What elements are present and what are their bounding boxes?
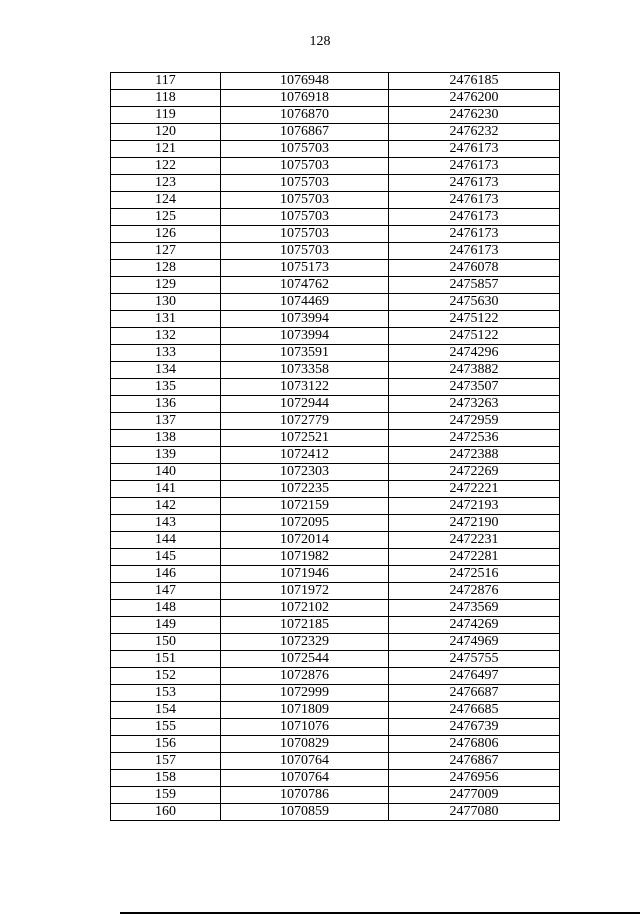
table-body [111,73,560,821]
y-coordinate-cell: 2477009 [389,787,560,804]
y-coordinate-cell: 2472221 [389,481,560,498]
x-coordinate-cell: 1071946 [221,566,389,583]
coordinates-table [110,72,560,821]
table-row [111,396,560,413]
table-row [111,328,560,345]
point-number-cell: 156 [111,736,221,753]
point-number-cell: 135 [111,379,221,396]
point-number-cell: 136 [111,396,221,413]
y-coordinate-cell: 2472388 [389,447,560,464]
point-number-cell: 122 [111,158,221,175]
x-coordinate-cell: 1075703 [221,209,389,226]
y-coordinate-cell: 2476185 [389,73,560,90]
table-row [111,634,560,651]
x-coordinate-cell: 1072159 [221,498,389,515]
point-number-cell: 150 [111,634,221,651]
table-row [111,362,560,379]
table-row [111,549,560,566]
x-coordinate-cell: 1075703 [221,141,389,158]
x-coordinate-cell: 1072014 [221,532,389,549]
y-coordinate-cell: 2474296 [389,345,560,362]
page-number: 128 [309,34,331,49]
y-coordinate-cell: 2476230 [389,107,560,124]
table-row [111,107,560,124]
x-coordinate-cell: 1073994 [221,328,389,345]
table-row [111,260,560,277]
point-number-cell: 130 [111,294,221,311]
point-number-cell: 124 [111,192,221,209]
y-coordinate-cell: 2472193 [389,498,560,515]
table-row [111,787,560,804]
table-row [111,345,560,362]
y-coordinate-cell: 2476173 [389,209,560,226]
point-number-cell: 129 [111,277,221,294]
y-coordinate-cell: 2476956 [389,770,560,787]
table-row [111,243,560,260]
point-number-cell: 133 [111,345,221,362]
table-row [111,192,560,209]
point-number-cell: 143 [111,515,221,532]
y-coordinate-cell: 2477080 [389,804,560,821]
y-coordinate-cell: 2476200 [389,90,560,107]
y-coordinate-cell: 2472269 [389,464,560,481]
y-coordinate-cell: 2472231 [389,532,560,549]
point-number-cell: 155 [111,719,221,736]
x-coordinate-cell: 1070829 [221,736,389,753]
y-coordinate-cell: 2472190 [389,515,560,532]
y-coordinate-cell: 2476685 [389,702,560,719]
point-number-cell: 121 [111,141,221,158]
table-row [111,515,560,532]
table-row [111,124,560,141]
point-number-cell: 160 [111,804,221,821]
table-row [111,464,560,481]
y-coordinate-cell: 2475755 [389,651,560,668]
point-number-cell: 157 [111,753,221,770]
point-number-cell: 144 [111,532,221,549]
point-number-cell: 118 [111,90,221,107]
point-number-cell: 159 [111,787,221,804]
point-number-cell: 147 [111,583,221,600]
x-coordinate-cell: 1072544 [221,651,389,668]
y-coordinate-cell: 2476173 [389,243,560,260]
table-row [111,481,560,498]
x-coordinate-cell: 1071076 [221,719,389,736]
point-number-cell: 153 [111,685,221,702]
table-row [111,617,560,634]
table-row [111,719,560,736]
y-coordinate-cell: 2475122 [389,328,560,345]
x-coordinate-cell: 1074469 [221,294,389,311]
point-number-cell: 128 [111,260,221,277]
x-coordinate-cell: 1072102 [221,600,389,617]
point-number-cell: 127 [111,243,221,260]
table-row [111,73,560,90]
y-coordinate-cell: 2472876 [389,583,560,600]
y-coordinate-cell: 2476867 [389,753,560,770]
point-number-cell: 126 [111,226,221,243]
table-row [111,311,560,328]
x-coordinate-cell: 1072521 [221,430,389,447]
point-number-cell: 137 [111,413,221,430]
y-coordinate-cell: 2476232 [389,124,560,141]
y-coordinate-cell: 2476078 [389,260,560,277]
y-coordinate-cell: 2473569 [389,600,560,617]
x-coordinate-cell: 1072999 [221,685,389,702]
x-coordinate-cell: 1074762 [221,277,389,294]
point-number-cell: 131 [111,311,221,328]
y-coordinate-cell: 2474969 [389,634,560,651]
table-row [111,294,560,311]
x-coordinate-cell: 1073591 [221,345,389,362]
point-number-cell: 134 [111,362,221,379]
x-coordinate-cell: 1072329 [221,634,389,651]
x-coordinate-cell: 1075703 [221,158,389,175]
x-coordinate-cell: 1075703 [221,192,389,209]
x-coordinate-cell: 1072235 [221,481,389,498]
x-coordinate-cell: 1070764 [221,770,389,787]
table-row [111,651,560,668]
table-row [111,566,560,583]
table-row [111,668,560,685]
x-coordinate-cell: 1070786 [221,787,389,804]
point-number-cell: 125 [111,209,221,226]
table-row [111,277,560,294]
x-coordinate-cell: 1072095 [221,515,389,532]
y-coordinate-cell: 2475122 [389,311,560,328]
x-coordinate-cell: 1072944 [221,396,389,413]
table-row [111,141,560,158]
x-coordinate-cell: 1073994 [221,311,389,328]
table-row [111,226,560,243]
x-coordinate-cell: 1072412 [221,447,389,464]
point-number-cell: 146 [111,566,221,583]
point-number-cell: 148 [111,600,221,617]
x-coordinate-cell: 1073358 [221,362,389,379]
point-number-cell: 132 [111,328,221,345]
x-coordinate-cell: 1075703 [221,175,389,192]
point-number-cell: 141 [111,481,221,498]
table-row [111,753,560,770]
x-coordinate-cell: 1070764 [221,753,389,770]
point-number-cell: 138 [111,430,221,447]
y-coordinate-cell: 2476173 [389,175,560,192]
table-row [111,532,560,549]
point-number-cell: 140 [111,464,221,481]
y-coordinate-cell: 2476687 [389,685,560,702]
point-number-cell: 154 [111,702,221,719]
x-coordinate-cell: 1071972 [221,583,389,600]
table-row [111,430,560,447]
point-number-cell: 142 [111,498,221,515]
x-coordinate-cell: 1072303 [221,464,389,481]
x-coordinate-cell: 1072876 [221,668,389,685]
x-coordinate-cell: 1076918 [221,90,389,107]
table-row [111,702,560,719]
point-number-cell: 152 [111,668,221,685]
y-coordinate-cell: 2472536 [389,430,560,447]
y-coordinate-cell: 2476173 [389,226,560,243]
x-coordinate-cell: 1075703 [221,243,389,260]
y-coordinate-cell: 2476739 [389,719,560,736]
x-coordinate-cell: 1071982 [221,549,389,566]
table-row [111,804,560,821]
x-coordinate-cell: 1072185 [221,617,389,634]
table-row [111,600,560,617]
y-coordinate-cell: 2474269 [389,617,560,634]
table-row [111,685,560,702]
table-row [111,209,560,226]
point-number-cell: 158 [111,770,221,787]
point-number-cell: 139 [111,447,221,464]
y-coordinate-cell: 2475630 [389,294,560,311]
x-coordinate-cell: 1075173 [221,260,389,277]
y-coordinate-cell: 2473263 [389,396,560,413]
table-row [111,498,560,515]
table-row [111,379,560,396]
table-row [111,770,560,787]
point-number-cell: 145 [111,549,221,566]
point-number-cell: 120 [111,124,221,141]
x-coordinate-cell: 1076867 [221,124,389,141]
y-coordinate-cell: 2472281 [389,549,560,566]
y-coordinate-cell: 2476497 [389,668,560,685]
x-coordinate-cell: 1075703 [221,226,389,243]
table-row [111,175,560,192]
point-number-cell: 123 [111,175,221,192]
table-row [111,583,560,600]
point-number-cell: 117 [111,73,221,90]
point-number-cell: 119 [111,107,221,124]
x-coordinate-cell: 1076870 [221,107,389,124]
x-coordinate-cell: 1076948 [221,73,389,90]
x-coordinate-cell: 1071809 [221,702,389,719]
y-coordinate-cell: 2476806 [389,736,560,753]
x-coordinate-cell: 1073122 [221,379,389,396]
table-row [111,158,560,175]
y-coordinate-cell: 2475857 [389,277,560,294]
point-number-cell: 149 [111,617,221,634]
y-coordinate-cell: 2473882 [389,362,560,379]
x-coordinate-cell: 1072779 [221,413,389,430]
y-coordinate-cell: 2476173 [389,158,560,175]
y-coordinate-cell: 2473507 [389,379,560,396]
table-row [111,90,560,107]
y-coordinate-cell: 2476173 [389,141,560,158]
x-coordinate-cell: 1070859 [221,804,389,821]
bottom-rule [120,912,640,914]
point-number-cell: 151 [111,651,221,668]
y-coordinate-cell: 2472959 [389,413,560,430]
y-coordinate-cell: 2472516 [389,566,560,583]
y-coordinate-cell: 2476173 [389,192,560,209]
table-row [111,447,560,464]
table-row [111,736,560,753]
table-row [111,413,560,430]
